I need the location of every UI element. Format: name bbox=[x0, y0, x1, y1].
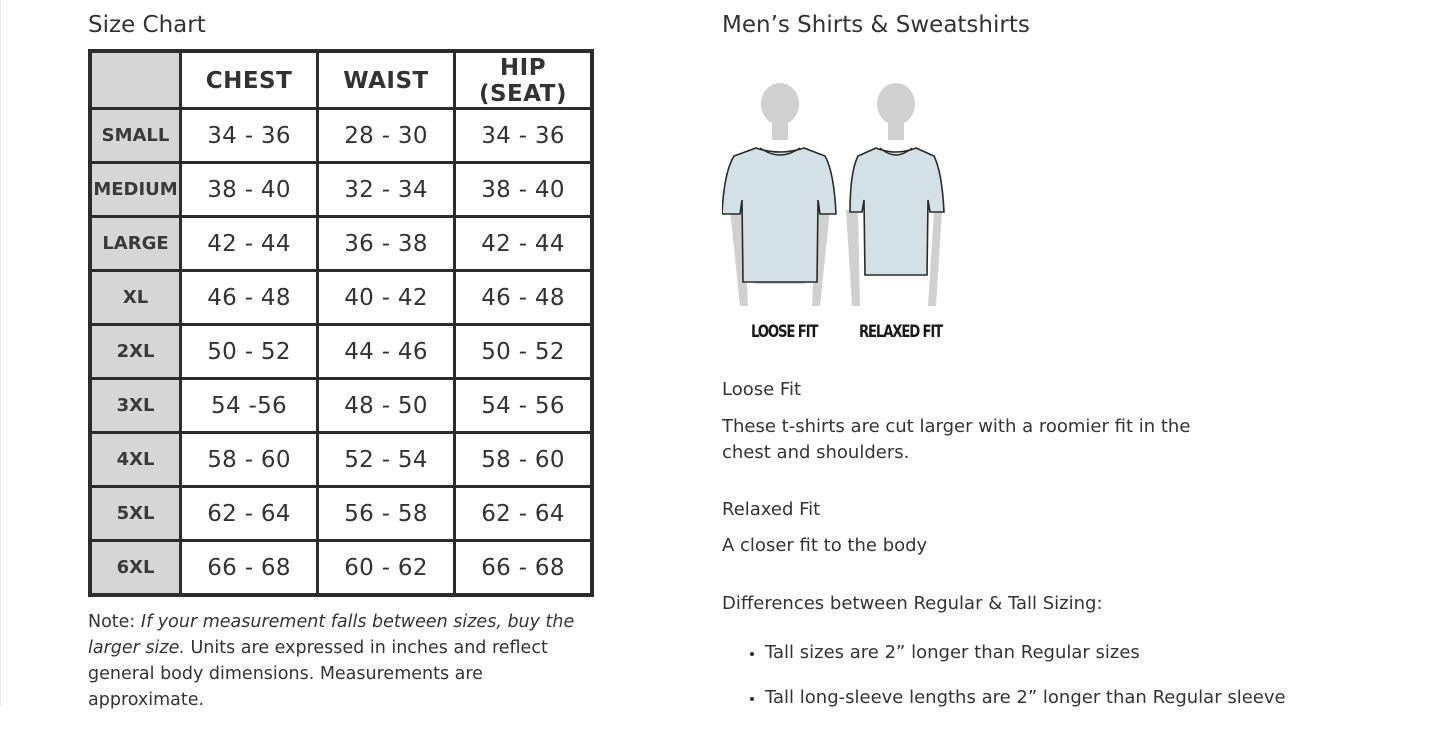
size-chart-title: Size Chart bbox=[88, 12, 206, 38]
chest-cell: 50 - 52 bbox=[181, 325, 318, 379]
table-header-row bbox=[90, 51, 592, 109]
size-label-cell: SMALL bbox=[90, 109, 181, 163]
relaxed-fit-label: RELAXED FIT bbox=[859, 322, 943, 342]
table-row bbox=[90, 217, 592, 271]
hip-cell: 50 - 52 bbox=[455, 325, 593, 379]
size-label-cell: 6XL bbox=[90, 541, 181, 596]
list-item: • Tall sizes are 2” longer than Regular sizes bbox=[765, 640, 1286, 665]
hip-cell: 62 - 64 bbox=[455, 487, 593, 541]
table-row bbox=[90, 487, 592, 541]
relaxed-fit-title: Relaxed Fit bbox=[722, 499, 821, 520]
hip-cell: 38 - 40 bbox=[455, 163, 593, 217]
chest-cell: 66 - 68 bbox=[181, 541, 318, 596]
note-text: Units are expressed in inches and reflect general body dimensions. Measurements are approximate. bbox=[88, 638, 548, 710]
size-note bbox=[88, 609, 598, 713]
waist-cell: 56 - 58 bbox=[318, 487, 455, 541]
size-label-cell: 5XL bbox=[90, 487, 181, 541]
table-row bbox=[90, 433, 592, 487]
size-label-cell: LARGE bbox=[90, 217, 181, 271]
table-row bbox=[90, 109, 592, 163]
table-row bbox=[90, 325, 592, 379]
loose-fit-label: LOOSE FIT bbox=[751, 322, 818, 342]
hip-cell: 66 - 68 bbox=[455, 541, 593, 596]
note-label: Note: bbox=[88, 612, 136, 632]
waist-cell: 40 - 42 bbox=[318, 271, 455, 325]
waist-cell: 36 - 38 bbox=[318, 217, 455, 271]
chest-cell: 42 - 44 bbox=[181, 217, 318, 271]
size-label-cell: 3XL bbox=[90, 379, 181, 433]
left-border bbox=[0, 0, 1, 706]
waist-cell: 44 - 46 bbox=[318, 325, 455, 379]
chest-cell: 58 - 60 bbox=[181, 433, 318, 487]
relaxed-fit-figure bbox=[846, 83, 944, 306]
fit-guide-title: Men’s Shirts & Sweatshirts bbox=[722, 12, 1030, 38]
waist-cell: 28 - 30 bbox=[318, 109, 455, 163]
hip-cell: 46 - 48 bbox=[455, 271, 593, 325]
size-chart-table bbox=[88, 49, 594, 597]
waist-cell: 48 - 50 bbox=[318, 379, 455, 433]
sizing-differences-list bbox=[722, 640, 1286, 730]
size-label-cell: 2XL bbox=[90, 325, 181, 379]
waist-cell: 60 - 62 bbox=[318, 541, 455, 596]
waist-cell: 52 - 54 bbox=[318, 433, 455, 487]
fit-illustration bbox=[722, 82, 954, 352]
size-label-cell: MEDIUM bbox=[90, 163, 181, 217]
table-row bbox=[90, 271, 592, 325]
shirt-figures-icon bbox=[722, 82, 954, 314]
hip-cell: 54 - 56 bbox=[455, 379, 593, 433]
table-row bbox=[90, 541, 592, 596]
hip-cell: 34 - 36 bbox=[455, 109, 593, 163]
list-item: • Tall long-sleeve lengths are 2” longer than Regular sleeve bbox=[765, 685, 1286, 710]
loose-fit-description: These t-shirts are cut larger with a roomier fit in the chest and shoulders. bbox=[722, 416, 1191, 463]
sizing-differences-title: Differences between Regular & Tall Sizing: bbox=[722, 593, 1103, 614]
header-hip: HIP (SEAT) bbox=[455, 51, 593, 109]
note-italic-text: If your measurement falls between sizes, buy the larger size. bbox=[88, 612, 575, 658]
hip-cell: 42 - 44 bbox=[455, 217, 593, 271]
chest-cell: 38 - 40 bbox=[181, 163, 318, 217]
header-waist: WAIST bbox=[318, 51, 455, 109]
size-label-cell: 4XL bbox=[90, 433, 181, 487]
chest-cell: 34 - 36 bbox=[181, 109, 318, 163]
waist-cell: 32 - 34 bbox=[318, 163, 455, 217]
size-label-cell: XL bbox=[90, 271, 181, 325]
loose-fit-figure bbox=[722, 83, 836, 306]
loose-fit-title: Loose Fit bbox=[722, 379, 802, 400]
header-chest: CHEST bbox=[181, 51, 318, 109]
relaxed-fit-description: A closer fit to the body bbox=[722, 535, 928, 556]
table-row bbox=[90, 379, 592, 433]
chest-cell: 54 -56 bbox=[181, 379, 318, 433]
header-corner-cell bbox=[90, 51, 181, 109]
chest-cell: 62 - 64 bbox=[181, 487, 318, 541]
hip-cell: 58 - 60 bbox=[455, 433, 593, 487]
chest-cell: 46 - 48 bbox=[181, 271, 318, 325]
table-row bbox=[90, 163, 592, 217]
